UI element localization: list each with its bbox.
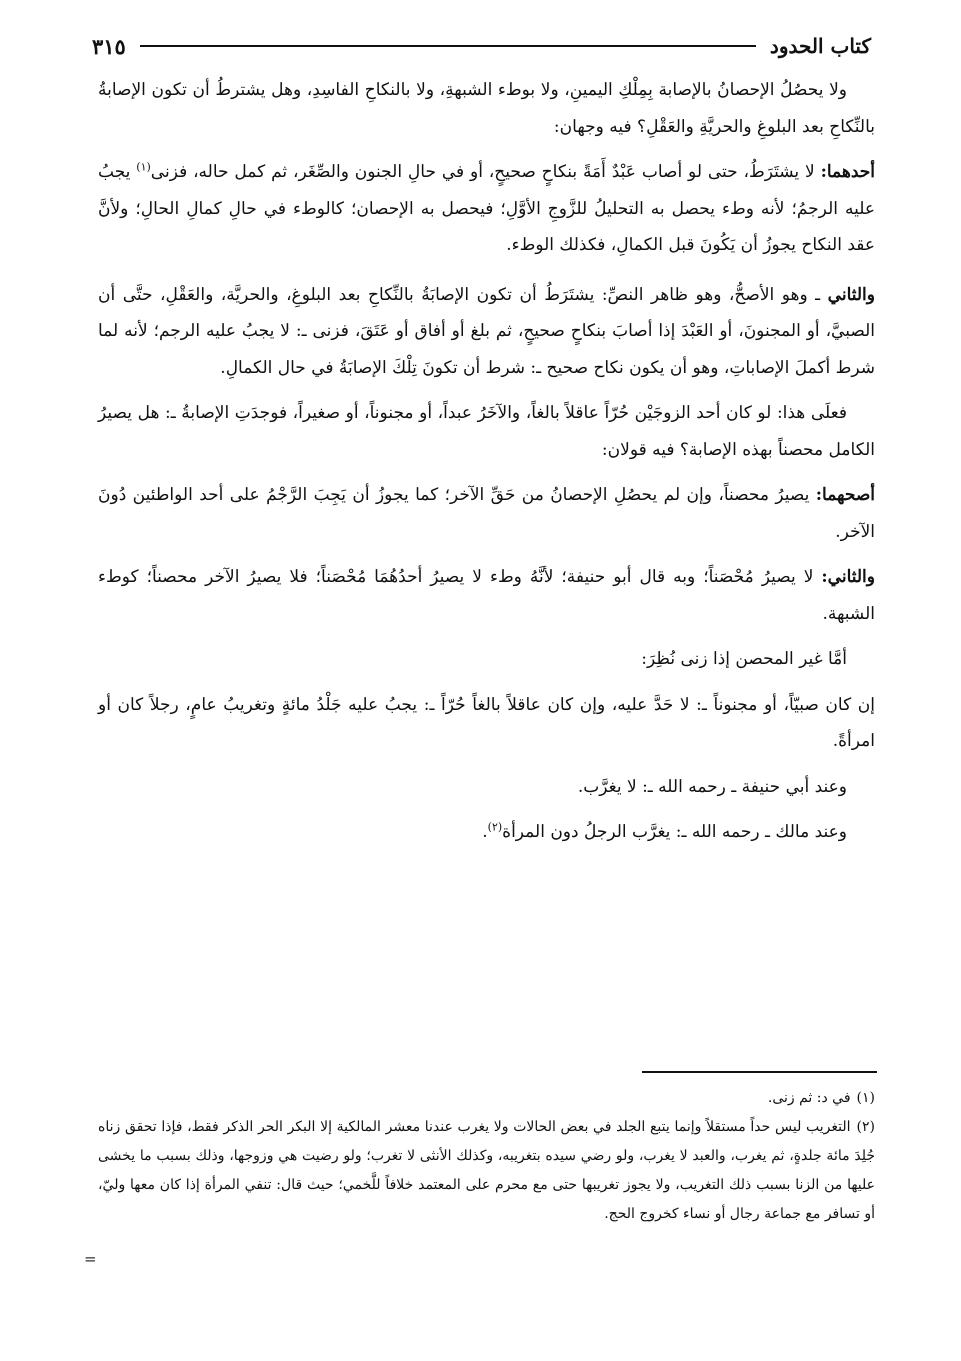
footnote-1 <box>98 1084 875 1113</box>
footnote-ref-1[interactable]: (١) <box>136 160 151 174</box>
paragraph-3 <box>98 277 875 387</box>
paragraph-6-lead: والثاني: <box>821 567 875 587</box>
paragraph-6 <box>98 559 875 632</box>
main-text <box>98 72 875 860</box>
footnote-2-text: التغريب ليس حداً مستقلاً وإنما يتبع الجلد في بعض الحالات ولا يغرب عندنا معشر المالكية إلا البكر الحر الذكر فقط، فإذا تحقق زناه جُلِدَ مائة جلدةٍ، ثم يغرب، والعبد لا يغرب، ولو رضي سيده بتغريبه، وكذلك الأنثى لا تغرب؛ ولو رضيت هي وزوجها، وذلك بسبب ما يخشى عليها من الزنا بسبب ذلك التغريب، ولا يجوز تغريبها حتى مع محرم على المعتمد خلافاً للَّخمي؛ حيث قال: تنفي المرأة إذا كان معها وليّ، أو تسافر مع جماعة رجال أو نساء كخروج الحج. <box>98 1119 875 1222</box>
footnotes <box>98 1084 875 1229</box>
page-number: ٣١٥ <box>92 33 126 59</box>
header-rule <box>140 45 756 47</box>
paragraph-5-text: يصيرُ محصناً، وإن لم يحصُلِ الإحصانُ من حَقِّ الآخر؛ كما يجوزُ أن يَجِبَ الرَّجْمُ على أحد الواطئين دُونَ الآخر. <box>98 485 875 542</box>
paragraph-3-lead: والثاني <box>827 284 875 305</box>
paragraph-2-lead: أحدهما: <box>820 162 875 182</box>
paragraph-9: وعند أبي حنيفة ـ رحمه الله ـ: لا يغرَّب. <box>577 776 847 797</box>
paragraph-10-end: . <box>482 822 488 842</box>
footnote-ref-2[interactable]: (٢) <box>487 820 503 834</box>
paragraph-10 <box>98 814 875 851</box>
running-title: كتاب الحدود <box>769 34 871 58</box>
paragraph-2 <box>98 154 875 264</box>
footnote-2-number: (٢) <box>856 1119 875 1135</box>
paragraph-3-text: ـ وهو الأصحُّ، وهو ظاهر النصِّ: يشتَرَطُ أن تكون الإصابَةُ بالنِّكاحِ بعد البلوغِ، والحريَّة، والعَقْلِ، حتَّى أن الصبيَّ، أو المجنونَ، أو العَبْدَ إذا أصابَ بنكاحٍ صحيحٍ، ثم بلغ أو أفاق أو عَتَقَ، فزنى ـ: لا يجبُ عليه الرجم؛ لأنه لما شرط أكملَ الإصاباتِ، وهو أن يكون نكاح صحيح ـ: شرط أن تكونَ تِلْكَ الإصابَةُ في حال الكمالِ. <box>98 284 875 378</box>
paragraph-5-lead: أصحهما: <box>815 485 875 505</box>
paragraph-6-text: لا يصيرُ مُحْصَناً؛ وبه قال أبو حنيفة؛ لأنَّهُ وطء لا يصيرُ أحدُهُمَا مُحْصَناً؛ فلا يصيرُ الآخر محصناً؛ كوطء الشبهة. <box>98 567 875 624</box>
paragraph-5 <box>98 477 875 550</box>
page-header <box>92 28 871 64</box>
footnote-1-number: (١) <box>856 1090 875 1106</box>
paragraph-10-text: وعند مالك ـ رحمه الله ـ: يغرَّب الرجلُ دون المرأة <box>502 822 847 842</box>
paragraph-8: إن كان صبيّاً، أو مجنوناً ـ: لا حَدَّ عليه، وإن كان عاقلاً بالغاً حُرّاً ـ: يجبُ عليه جَلْدُ مائةٍ وتغريبُ عامٍ، رجلاً كان أو امرأةً. <box>98 694 875 751</box>
paragraph-4: فعلَى هذا: لو كان أحد الزوجَيْن حُرّاً عاقلاً بالغاً، والآخَرُ عبداً، أو مجنوناً، أو صغيراً، فوجدَتِ الإصابةُ ـ: هل يصيرُ الكامل محصناً بهذه الإصابة؟ فيه قولان: <box>98 403 875 460</box>
footnote-separator <box>642 1071 877 1073</box>
paragraph-1: ولا يحصُلُ الإحصانُ بالإصابة بِمِلْكِ اليمينِ، ولا بوطء الشبهةِ، ولا بالنكاحِ الفاسِدِ، وهل يشترطُ أن تكون الإصابةُ بالنِّكاحِ بعد البلوغِ والحريَّةِ والعَقْلِ؟ فيه وجهان: <box>98 80 875 137</box>
margin-mark: = <box>84 1250 97 1268</box>
paragraph-7: أمَّا غير المحصن إذا زنى نُظِرَ: <box>641 649 847 669</box>
paragraph-2-rest: يجبُ عليه الرجمُ؛ لأنه وطء يحصل به التحليلُ للزَّوجِ الأوَّلِ؛ فيحصل به الإحصان؛ كالوطء في حالِ كمالِ الحالِ؛ ولأنَّ عقد النكاح يجوزُ أن يَكُونَ قبل الكمالِ، فكذلك الوطء. <box>98 162 875 255</box>
footnote-1-text: في د: ثم زنى. <box>767 1090 851 1106</box>
paragraph-2-text: لا يشتَرَطُ، حتى لو أصاب عَبْدٌ أَمَةً بنكاحٍ صحيحٍ، أو في حالِ الجنون والصِّغَر، ثم كمل حاله، فزنى <box>150 162 821 182</box>
footnote-2 <box>98 1113 875 1229</box>
